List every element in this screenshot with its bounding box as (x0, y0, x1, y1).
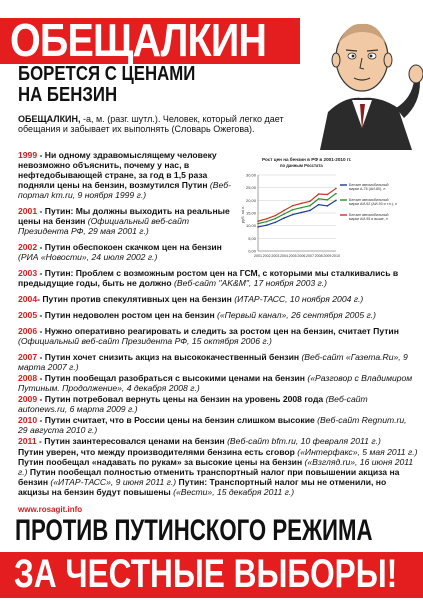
definition (18, 114, 288, 134)
x-tick-label: 2009 (323, 254, 332, 258)
entry-source: («Взгляд.ru», 16 июня 2011 г.) (18, 457, 414, 477)
entry-text: - Нужно оперативно реагировать и следить за ростом цен на бензин, считает Путин (37, 326, 399, 336)
entry-text: - Путин потребовал вернуть цены на бензин на уровень 2008 года (37, 394, 324, 404)
caricature-illustration (300, 0, 423, 150)
entry-source: («Первый канал», 26 сентября 2005 г.) (214, 310, 376, 320)
entry-source: (Веб-сайт bfm.ru, 10 февраля 2011 г.) (224, 436, 381, 446)
data-point (335, 188, 337, 190)
timeline-entry (18, 352, 418, 372)
x-tick-label: 2005 (288, 254, 297, 258)
legend-label: Бензин автомобильный марки АИ-92 (АИ-93 и т.п.), л (349, 198, 398, 207)
y-tick-label: 25,00 (245, 185, 256, 191)
entry-text: - Путин: Мы должны выходить на реальные цены на бензин (18, 206, 230, 226)
timeline-entry (18, 436, 418, 446)
x-tick-label: 2003 (271, 254, 280, 258)
entry-year: 1999 (18, 150, 38, 160)
header (0, 0, 423, 150)
entry-year: 2008 (18, 373, 38, 383)
entry-source: (Веб-сайт "AK&M", 17 ноября 2003 г.) (171, 278, 328, 288)
subtitle-line-2: НА БЕНЗИН (18, 84, 118, 106)
timeline-entry (18, 294, 418, 304)
entry-source: (ИТАР-ТАСС, 10 ноября 2004 г.) (231, 294, 364, 304)
data-point (275, 222, 277, 224)
y-tick-label: 30,00 (245, 172, 256, 178)
entry-source: («Интерфакс», 5 мая 2011 г.) (294, 447, 418, 457)
data-point (309, 210, 311, 212)
data-point (275, 215, 277, 217)
entry-text: - Путин хочет снизить акциз на высококачественный бензин (37, 352, 300, 362)
entry-text: Путин уверен, что между производителями бензина есть сговор (18, 447, 295, 457)
y-axis-label: руб. за л. (240, 205, 245, 223)
data-point (335, 200, 337, 202)
x-tick-label: 2001 (254, 254, 262, 258)
data-point (275, 218, 277, 220)
entry-year: 2001 (18, 206, 38, 216)
legend-label: Бензин автомобильный марки А-76 (АИ-80), л (349, 183, 389, 192)
data-point (266, 221, 268, 223)
entry-text: - Ни одному здравомыслящему человеку невозможно объяснить, почему у нас, в нефтедобывающей стране, за год в 1,5 раза подняли цены на бензин, возмутился Путин (18, 150, 217, 190)
data-point (283, 210, 285, 212)
x-tick-label: 2002 (262, 254, 271, 258)
data-point (266, 224, 268, 226)
definition-term: ОБЕЩАЛКИН, (18, 114, 81, 124)
entry-year: 2011 (18, 436, 37, 446)
slogan-against-regime: ПРОТИВ ПУТИНСКОГО РЕЖИМА (15, 514, 373, 547)
data-point (292, 214, 294, 216)
x-tick-label: 2004 (280, 254, 288, 258)
data-point (335, 193, 337, 195)
entry-source: («Вести», 15 декабря 2011 г.) (170, 487, 295, 497)
series-line (258, 188, 336, 221)
x-tick-label: 2008 (314, 254, 323, 258)
data-point (327, 205, 329, 207)
site-url: www.rosagit.info (18, 505, 83, 514)
data-point (292, 209, 294, 211)
legend-label: Бензин автомобильный марки АИ-95 и выше, л (349, 213, 389, 222)
chart-subtitle: по данным Росстата (280, 163, 323, 168)
timeline-recent (18, 352, 418, 497)
y-tick-label: 20,00 (245, 197, 256, 203)
entry-source: («ИТАР-ТАСС», 9 июня 2011 г.) (48, 477, 177, 487)
timeline-entry-2011-more (18, 447, 418, 497)
entry-source: (Веб-сайт Regnum.ru, 29 августа 2010 г.) (18, 415, 407, 435)
data-point (318, 204, 320, 206)
page-title: ОБЕЩАЛКИН (10, 14, 267, 66)
data-point (327, 194, 329, 196)
data-point (301, 203, 303, 205)
entry-text: - Путин заинтересовался ценами на бензин (36, 436, 225, 446)
y-tick-label: 0,00 (248, 248, 256, 254)
subtitle (18, 64, 195, 106)
entry-source: (Веб-портал km.ru, 9 ноября 1999 г.) (18, 180, 231, 200)
data-point (309, 205, 311, 207)
entry-text: - Путин против спекулятивных цен на бензин (37, 294, 232, 304)
timeline-entry (18, 326, 418, 346)
timeline-entry (18, 394, 418, 414)
slogan-fair-elections: ЗА ЧЕСТНЫЕ ВЫБОРЫ! (14, 552, 398, 596)
entry-source: (Официальный веб-сайт Президента РФ, 15 октября 2006 г.) (18, 336, 272, 346)
data-point (283, 213, 285, 215)
data-point (257, 223, 259, 225)
data-point (318, 193, 320, 195)
data-point (292, 205, 294, 207)
entry-source: (Веб-сайт autonews.ru, 6 марта 2009 г.) (18, 394, 368, 414)
entry-text: - Путин пообещал разобраться с высокими ценами на бензин (37, 373, 305, 383)
y-tick-label: 15,00 (245, 210, 256, 216)
data-point (309, 201, 311, 203)
data-point (257, 220, 259, 222)
entry-year: 2002 (18, 242, 38, 252)
entry-source: (Веб-сайт «Газета.Ru», 9 марта 2007 г.) (18, 352, 408, 372)
entry-text: - Путин: Проблем с возможным ростом цен на ГСМ, с которыми мы сталкивались в предыдущие годы, быть не должно (18, 268, 399, 288)
entry-text: - Путин недоволен ростом цен на бензин (37, 310, 215, 320)
entry-year: 2006 (18, 326, 38, 336)
entry-text: - Путин обеспокоен скачком цен на бензин (37, 242, 222, 252)
chart-title: Рост цен на бензин в РФ в 2001-2010 гг. (262, 157, 352, 162)
x-tick-label: 2006 (297, 254, 306, 258)
entry-source: («Разговор с Владимиром Путиным. Продолжение», 4 декабря 2008 г.) (18, 373, 413, 393)
data-point (301, 207, 303, 209)
timeline-entry (18, 310, 418, 320)
data-point (266, 218, 268, 220)
entry-text: Путин пообещал «надавать по рукам» за высокие цены на бензин (18, 457, 303, 467)
entry-year: 2009 (18, 394, 38, 404)
timeline-entry (18, 373, 418, 393)
entry-year: 2004 (18, 294, 38, 304)
entry-source: (РИА «Новости», 24 июля 2002 г.) (18, 252, 158, 262)
timeline-entry (18, 242, 238, 262)
definition-body: -а, м. (разг. шутл.). Человек, который легко дает обещания и забывает их выполнять (Словарь Ожегова). (18, 114, 284, 134)
price-chart (240, 155, 415, 277)
entry-year: 2010 (18, 415, 38, 425)
x-tick-label: 2007 (306, 254, 314, 258)
entry-year: 2003 (18, 268, 38, 278)
timeline-entry (18, 415, 418, 435)
subtitle-line-1: БОРЕТСЯ С ЦЕНАМИ (18, 63, 196, 85)
data-point (318, 198, 320, 200)
timeline-entry (18, 150, 238, 200)
y-tick-label: 10,00 (245, 223, 256, 229)
timeline-entry (18, 206, 238, 236)
x-tick-label: 2010 (332, 254, 340, 258)
entry-text: Путин пообещал полностью отменить транспортный налог при повышении акциза на бензин (18, 467, 400, 487)
data-point (301, 212, 303, 214)
entry-text: Путин: Транспортный налог мы не отменили, но акцизы на бензин будут повышены (18, 477, 387, 497)
data-point (327, 199, 329, 201)
data-point (257, 226, 259, 228)
entry-year: 2005 (18, 310, 38, 320)
series-line (258, 193, 336, 223)
entry-source: (Официальный веб-сайт Президента РФ, 29 мая 2001 г.) (18, 216, 190, 236)
y-tick-label: 5,00 (248, 235, 256, 241)
entry-year: 2007 (18, 352, 38, 362)
data-point (283, 217, 285, 219)
entry-text: - Путин считает, что в России цены на бензин слишком высокие (37, 415, 315, 425)
